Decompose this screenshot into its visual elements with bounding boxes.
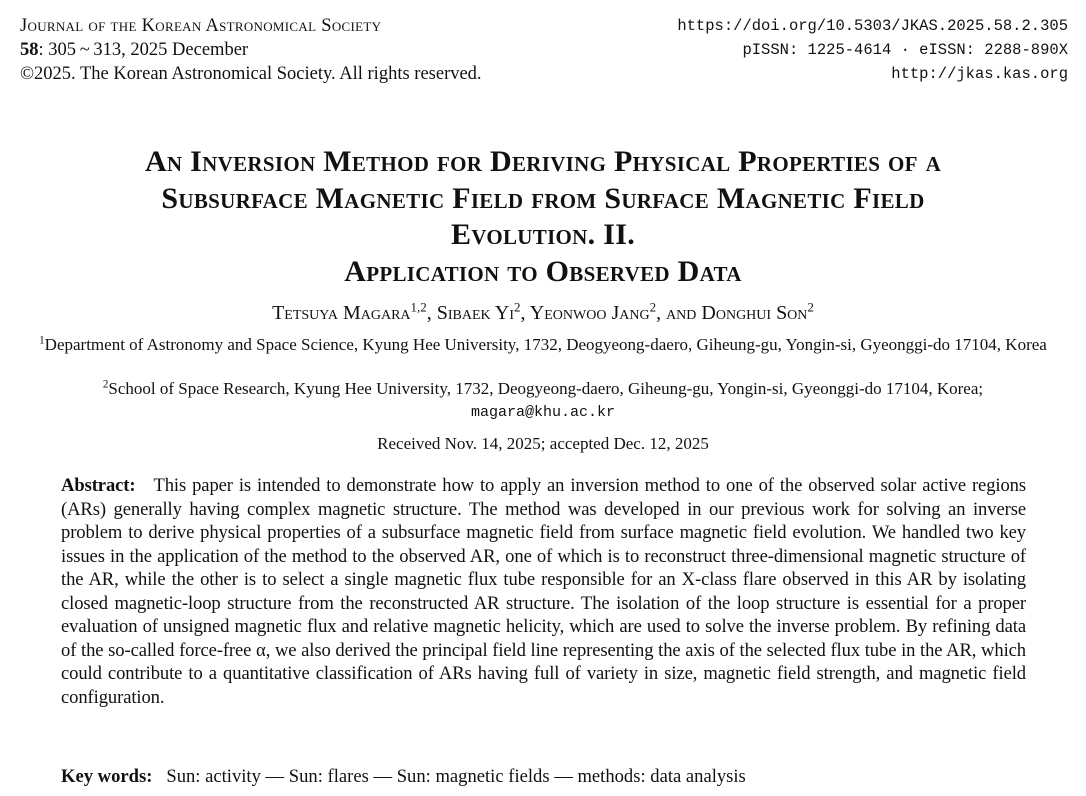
affiliation-number: 1 [39, 334, 45, 347]
issn-line: pISSN: 1225-4614 · eISSN: 2288-890X [742, 41, 1068, 59]
author-name: Tetsuya Magara [272, 302, 411, 324]
author-name: Yeonwoo Jang [529, 302, 650, 324]
volume-pages-line [20, 38, 482, 62]
title-line-1: An Inversion Method for Deriving Physical Properties of a [144, 145, 942, 178]
author-name: Donghui Son [701, 302, 808, 324]
author-list [0, 300, 1086, 326]
copyright-line: ©2025. The Korean Astronomical Society. All rights reserved. [20, 64, 482, 84]
affiliation-2 [30, 378, 1056, 424]
author-separator: , and [656, 302, 702, 324]
author-affil-mark: 2 [807, 299, 814, 315]
title-line-2: Subsurface Magnetic Field from Surface Magnetic Field [161, 181, 925, 215]
abstract-text: This paper is intended to demonstrate how to apply an inversion method to one of the observed solar active regions (ARs) generally having complex magnetic structure. The method was developed in our previous work for solving an inverse problem to derive physical properties of a subsurface magnetic field from surface magnetic field evolution. We handled two key issues in the application of the method to the observed AR, one of which is to reconstruct three-dimensional magnetic structure of the AR, while the other is to select a single magnetic flux tube responsible for an X-class flare observed in this AR by isolating closed magnetic-loop structure from the reconstructed AR structure. The isolation of the loop structure is essential for a proper evaluation of unsigned magnetic flux and relative magnetic helicity, which are used to solve the inverse problem. By refining data of the so-called force-free α, we also derived the principal field line representing the axis of the selected flux tube in the AR, which could contribute to a quantitative classification of ARs having full of variety in size, magnetic field strength, and magnetic field configuration. [61, 475, 1027, 708]
abstract [61, 474, 1026, 709]
website-link[interactable]: http://jkas.kas.org [891, 65, 1068, 83]
paper-title [0, 144, 1086, 290]
journal-header [20, 14, 482, 86]
affiliation-number: 2 [102, 378, 109, 391]
author-affil-mark: 2 [649, 299, 657, 315]
received-dates: Received Nov. 14, 2025; accepted Dec. 12, 2025 [377, 434, 709, 453]
author-name: Sibaek Yi [436, 302, 515, 324]
title-line-4: Application to Observed Data [344, 254, 742, 288]
keywords [61, 765, 1026, 788]
keywords-text: Sun: activity — Sun: flares — Sun: magnetic fields — methods: data analysis [166, 766, 746, 787]
affiliation-1 [30, 334, 1056, 356]
journal-identifiers [677, 14, 1068, 86]
abstract-label: Abstract: [61, 475, 136, 496]
pages-date: : 305 ~ 313, 2025 December [38, 40, 249, 60]
corresponding-email[interactable]: magara@khu.ac.kr [470, 404, 616, 421]
volume-number: 58 [20, 40, 39, 60]
title-line-3: Evolution. II. [451, 218, 635, 251]
author-separator: , [426, 302, 437, 324]
journal-name: Journal of the Korean Astronomical Society [20, 16, 382, 36]
affiliation-text: School of Space Research, Kyung Hee University, 1732, Deogyeong-daero, Giheung-gu, Yongin-si, Gyeonggi-do 17104, Korea; [108, 379, 984, 398]
author-separator: , [520, 302, 530, 324]
author-affil-mark: 1,2 [410, 299, 427, 315]
keywords-label: Key words: [61, 766, 153, 787]
affiliation-text: Department of Astronomy and Space Science, Kyung Hee University, 1732, Deogyeong-daero, Giheung-gu, Yongin-si, Gyeonggi-do 17104, Korea [44, 335, 1047, 354]
author-affil-mark: 2 [514, 299, 521, 315]
doi-link[interactable]: https://doi.org/10.5303/JKAS.2025.58.2.305 [677, 17, 1068, 35]
